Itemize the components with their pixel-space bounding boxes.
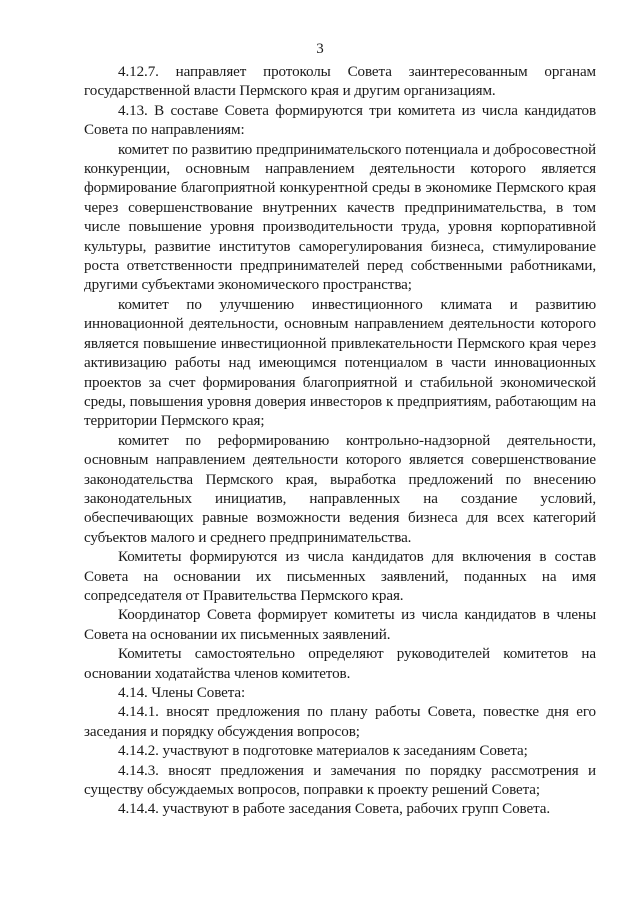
paragraph-committee-investment: комитет по улучшению инвестиционного климата и развитию инновационной деятельности, основным направлением деятельности которого является повышение инвестиционной привлекательности Пермского края через активизацию работы над имеющимся потенциалом в части инновационных проектов за счет формирования благоприятной и стабильной экономической среды, повышения уровня доверия инвесторов к предприятиям, работающим на территории Пермского края; — [84, 296, 596, 430]
paragraph-committee-heads: Комитеты самостоятельно определяют руководителей комитетов на основании ходатайства членов комитетов. — [84, 646, 596, 682]
paragraph-coordinator: Координатор Совета формирует комитеты из числа кандидатов в члены Совета на основании их письменных заявлений. — [84, 607, 596, 643]
paragraph-4-14-2: 4.14.2. участвуют в подготовке материалов к заседаниям Совета; — [118, 743, 528, 760]
page-number: 3 — [316, 41, 324, 57]
document-body — [84, 63, 596, 820]
paragraph-4-13: 4.13. В составе Совета формируются три комитета из числа кандидатов Совета по направлениям: — [84, 102, 596, 139]
paragraph-4-14-4: 4.14.4. участвуют в работе заседания Совета, рабочих групп Совета. — [118, 801, 551, 818]
paragraph-4-12-7: 4.12.7. направляет протоколы Совета заинтересованным органам государственной власти Пермского края и другим организациям. — [84, 64, 596, 100]
paragraph-committee-control-supervision: комитет по реформированию контрольно-надзорной деятельности, основным направлением деятельности которого является совершенствование законодательства Пермского края, выработка предложений по внесению законодательных инициатив, направленных на создание условий, обеспечивающих равные возможности ведения бизнеса для всех категорий субъектов малого и среднего предпринимательства. — [84, 432, 596, 546]
paragraph-committees-formation: Комитеты формируются из числа кандидатов для включения в состав Совета на основании их письменных заявлений, поданных на имя сопредседателя от Правительства Пермского края. — [84, 549, 596, 604]
paragraph-committee-entrepreneurship: комитет по развитию предпринимательского потенциала и добросовестной конкуренции, основным направлением деятельности которого является формирование благоприятной конкурентной среды в экономике Пермского края через совершенствование внутренних качеств предпринимательства, в том числе повышение уровня производительности труда, уровня корпоративной культуры, развитие институтов саморегулирования бизнеса, стимулирование роста ответственности предпринимателей перед собственными работниками, другими субъектами экономического пространства; — [84, 141, 596, 294]
paragraph-4-14-1: 4.14.1. вносят предложения по плану работы Совета, повестке дня его заседания и порядку обсуждения вопросов; — [84, 704, 596, 740]
paragraph-4-14-3: 4.14.3. вносят предложения и замечания по порядку рассмотрения и существу обсуждаемых вопросов, поправки к проекту решений Совета; — [84, 762, 596, 799]
paragraph-4-14: 4.14. Члены Совета: — [118, 685, 246, 701]
